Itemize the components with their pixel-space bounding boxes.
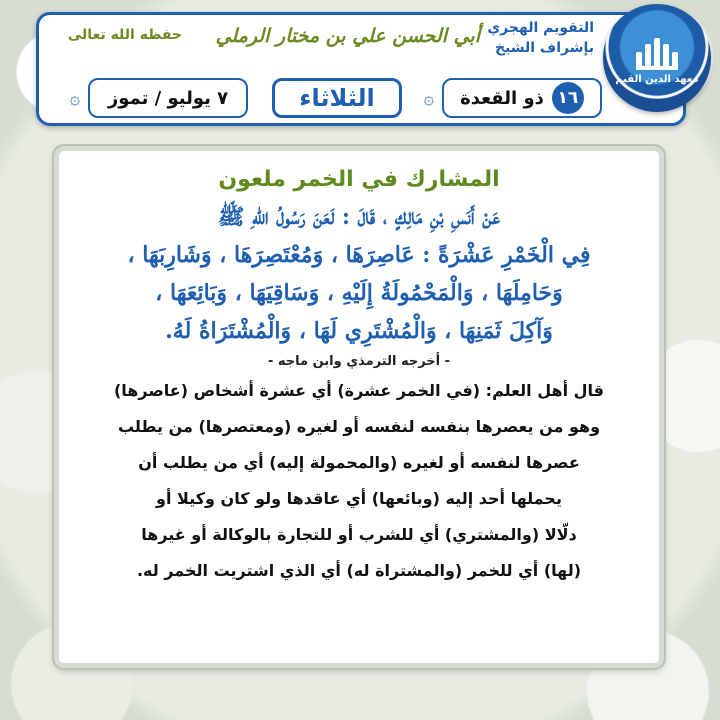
hadith-line: وَحَامِلَهَا ، وَالْمَحْمُولَةُ إِلَيْهِ ، وَسَاقِيَهَا ، وَبَائِعَهَا ، (155, 280, 563, 306)
book-icon (636, 36, 678, 70)
hadith-source: - أخرجه الترمذي وابن ماجه - (267, 354, 451, 369)
hadith-text (77, 198, 641, 350)
hijri-date (442, 78, 602, 118)
sheikh-name: أبي الحسن علي بن مختار الرملي (215, 25, 480, 47)
commentary-line: دلّالا (والمشتري) أي للشرب أو للتجارة بالوكالة أو غيرها (141, 525, 577, 544)
hadith-line: فِي الْخَمْرِ عَشْرَةً : عَاصِرَهَا ، وَمُعْتَصِرَهَا ، وَشَارِبَهَا ، (127, 242, 591, 268)
commentary-line: قال أهل العلم: (في الخمر عشرة) أي عشرة أشخاص (عاصرها) (113, 381, 605, 400)
hadith-line: وَآكِلَ ثَمَنِهَا ، وَالْمُشْتَرِي لَهَا ، وَالْمُشْتَرَاةُ لَهُ. (165, 318, 553, 344)
page-title: المشارك في الخمر ملعون (218, 167, 500, 192)
hadith-line: عَنْ أَنَسِ بْنِ مَالِكٍ ، قَالَ : لَعَنَ رَسُولُ اللّٰهِ ﷺ (217, 204, 501, 230)
supervision-label: بإشراف الشيخ (494, 40, 594, 56)
commentary-line: عصرها لنفسه أو لغيره (والمحمولة إليه) أي من يطلب أن (138, 453, 580, 472)
commentary-line: وهو من يعصرها بنفسه لنفسه أو لغيره (ومعتصرها) من يطلب (117, 417, 601, 436)
weekday: الثلاثاء (272, 78, 402, 118)
content-card (54, 146, 664, 668)
hijri-day: ١٦ (552, 82, 584, 114)
commentary-line: يحملها أحد إليه (وبائعها) أي عاقدها ولو كان وكيلا أو (156, 489, 562, 508)
honorific: حفظه الله تعالى (67, 27, 182, 43)
commentary-text (77, 373, 641, 589)
ornament-icon: ۞ (423, 88, 434, 109)
date-row (42, 78, 602, 118)
gregorian-date: ٧ يوليو / تموز (88, 78, 248, 118)
hijri-month: ذو القعدة (460, 87, 544, 109)
calendar-title: التقويم الهجري (487, 20, 594, 36)
logo-text: معهد الدين القيم (615, 73, 699, 85)
ornament-icon: ۞ (69, 88, 80, 109)
institute-logo (603, 4, 711, 112)
commentary-line: (لها) أي للخمر (والمشتراة له) أي الذي اشتريت الخمر له. (136, 561, 582, 580)
